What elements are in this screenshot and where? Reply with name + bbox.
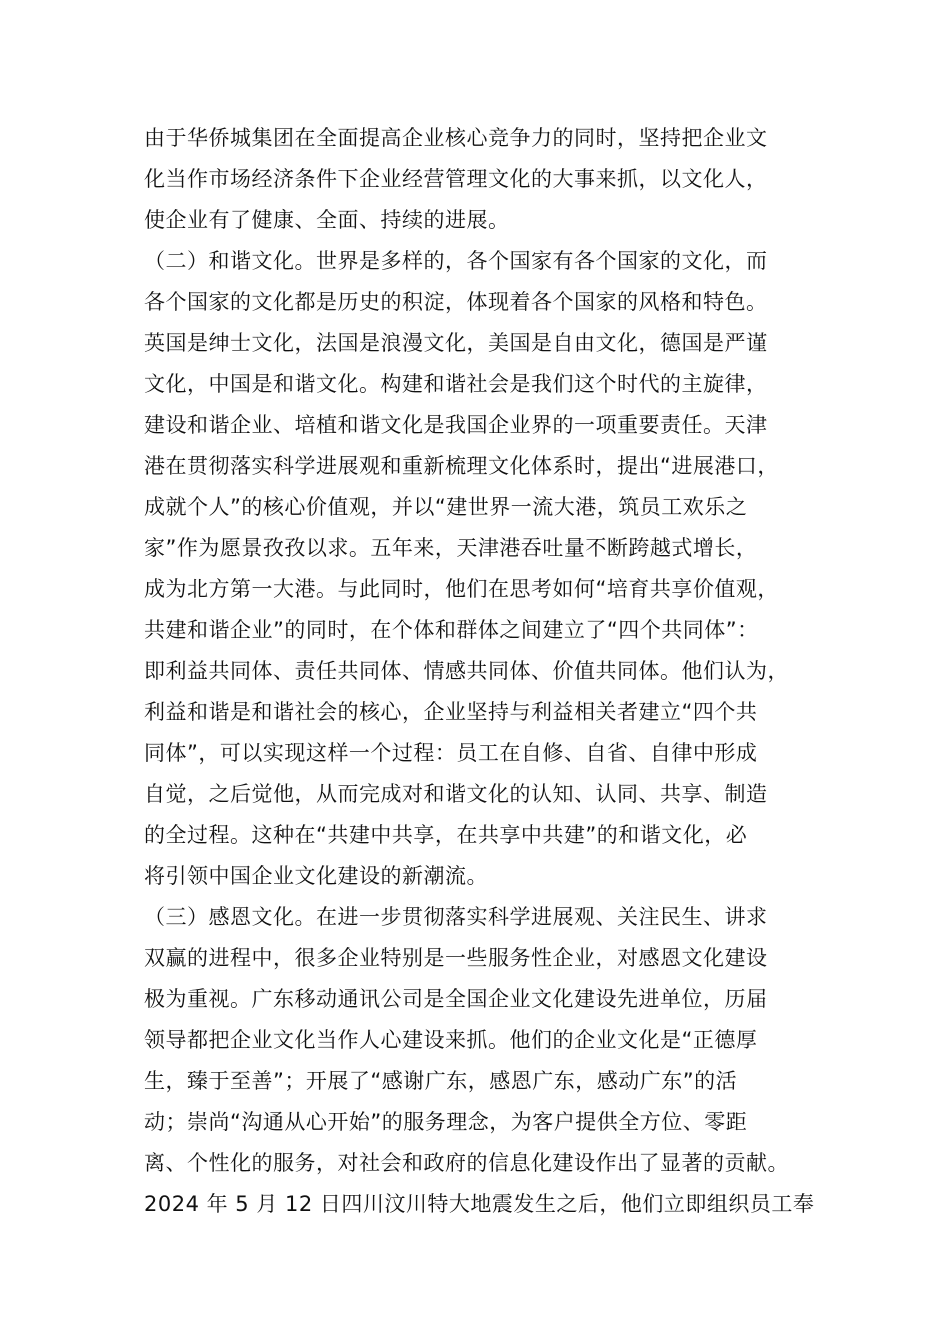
- text-line: 领导都把企业文化当作人心建设来抓。他们的企业文化是“正德厚: [144, 1028, 758, 1052]
- text-line: 动；崇尚“沟通从心开始”的服务理念，为客户提供全方位、零距: [144, 1110, 748, 1134]
- text-line: 化当作市场经济条件下企业经营管理文化的大事来抓，以文化人，: [144, 167, 768, 191]
- text-line: 建设和谐企业、培植和谐文化是我国企业界的一项重要责任。天津: [144, 413, 768, 437]
- text-line: 2024 年 5 月 12 日四川汶川特大地震发生之后，他们立即组织员工奉: [144, 1192, 815, 1216]
- text-line: 自觉，之后觉他，从而完成对和谐文化的认知、认同、共享、制造: [144, 782, 768, 806]
- text-line: 同体”，可以实现这样一个过程：员工在自修、自省、自律中形成: [144, 741, 758, 765]
- text-line: （二）和谐文化。世界是多样的，各个国家有各个国家的文化，而: [144, 249, 768, 273]
- text-line: 港在贯彻落实科学进展观和重新梳理文化体系时，提出“进展港口，: [144, 454, 779, 478]
- document-body: [144, 118, 814, 1225]
- text-line: 双赢的进程中，很多企业特别是一些服务性企业，对感恩文化建设: [144, 946, 768, 970]
- text-line: 成为北方第一大港。与此同时，他们在思考如何“培育共享价值观，: [144, 577, 779, 601]
- text-line: 共建和谐企业”的同时，在个体和群体之间建立了“四个共同体”：: [144, 618, 759, 642]
- text-line: 极为重视。广东移动通讯公司是全国企业文化建设先进单位，历届: [144, 987, 768, 1011]
- text-line: 各个国家的文化都是历史的积淀，体现着各个国家的风格和特色。: [144, 290, 768, 314]
- text-line: 即利益共同体、责任共同体、情感共同体、价值共同体。他们认为，: [144, 659, 789, 683]
- text-line: 生，臻于至善”；开展了“感谢广东，感恩广东，感动广东”的活: [144, 1069, 738, 1093]
- text-line: 将引领中国企业文化建设的新潮流。: [144, 864, 488, 888]
- text-line: 使企业有了健康、全面、持续的进展。: [144, 208, 510, 232]
- text-line: 成就个人”的核心价值观，并以“建世界一流大港，筑员工欢乐之: [144, 495, 748, 519]
- text-line: 利益和谐是和谐社会的核心，企业坚持与利益相关者建立“四个共: [144, 700, 758, 724]
- text-line: 的全过程。这种在“共建中共享，在共享中共建”的和谐文化，必: [144, 823, 748, 847]
- text-line: 离、个性化的服务，对社会和政府的信息化建设作出了显著的贡献。: [144, 1151, 789, 1175]
- text-line: 家”作为愿景孜孜以求。五年来，天津港吞吐量不断跨越式增长，: [144, 536, 758, 560]
- text-line: 文化，中国是和谐文化。构建和谐社会是我们这个时代的主旋律，: [144, 372, 768, 396]
- text-line: 由于华侨城集团在全面提高企业核心竞争力的同时，坚持把企业文: [144, 126, 768, 150]
- text-line: （三）感恩文化。在进一步贯彻落实科学进展观、关注民生、讲求: [144, 905, 768, 929]
- text-line: 英国是绅士文化，法国是浪漫文化，美国是自由文化，德国是严谨: [144, 331, 768, 355]
